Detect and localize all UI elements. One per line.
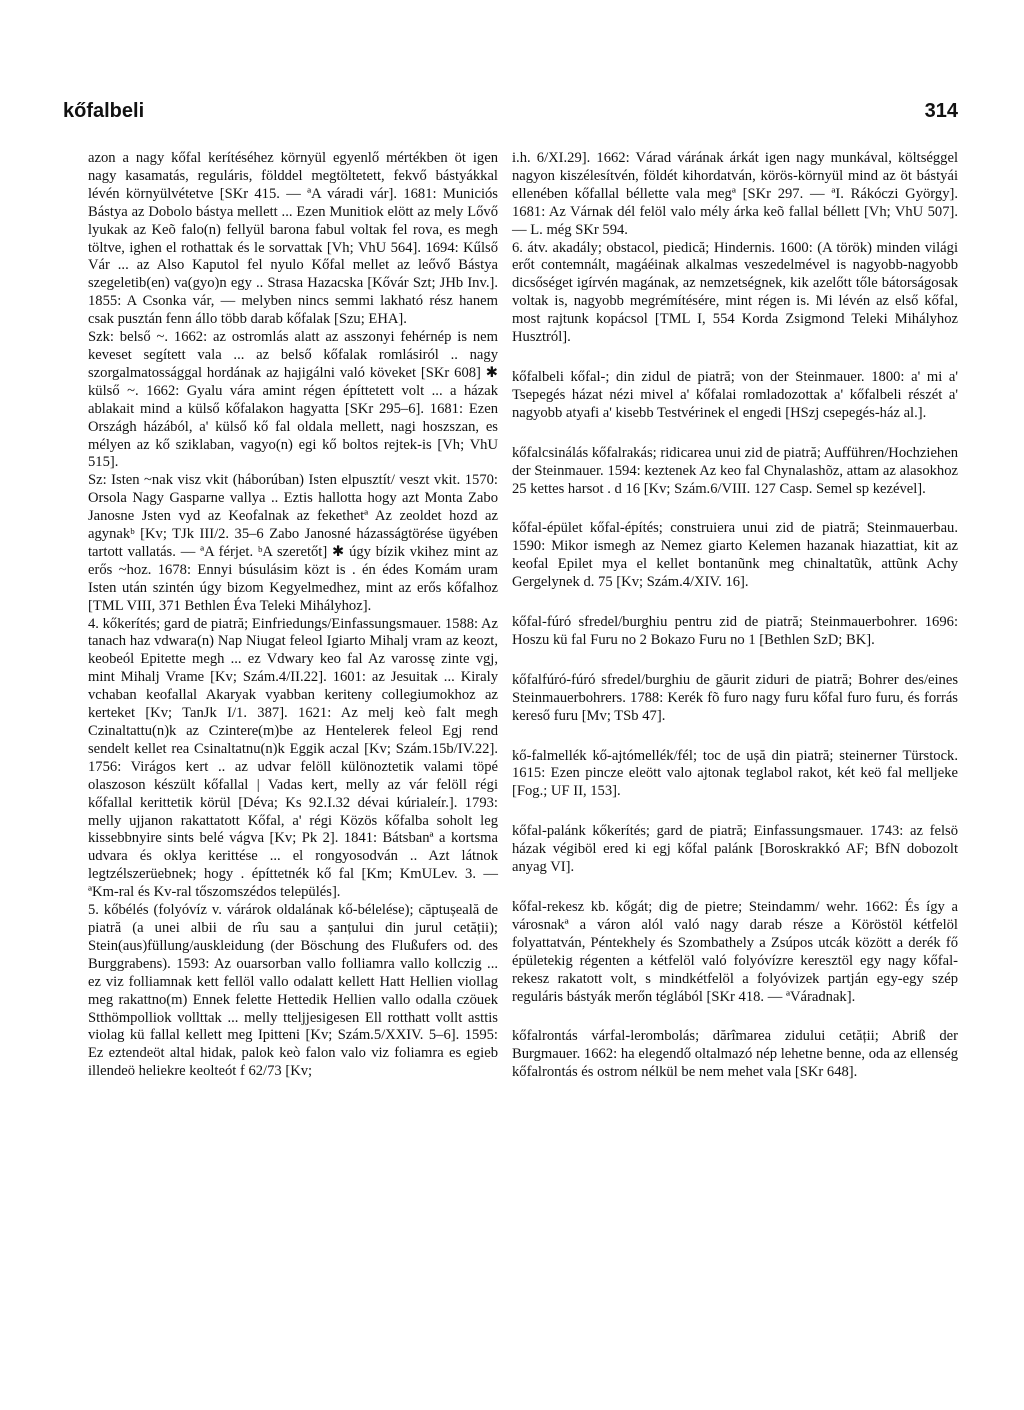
- running-head: [63, 100, 958, 123]
- page-number: 314: [924, 100, 958, 122]
- dictionary-entry: kő-falmellék kő-ajtómellék/fél; toc de ușă din piatră; steinerner Türstock. 1615: Ezen pincze eleött valo ajtonak teglabol rakot, két keö fal melljeke [Fog.; UF II, 153].: [512, 747, 958, 800]
- entry-paragraph: 4. kőkerítés; gard de piatră; Einfriedungs/Einfassungsmauer. 1588: Az tanach haz vdwara(n) Nap Niugat feleol Igiarto Mihalj vram az keozt, keobeól Epitette megh ... ez Vdwary keo fal Az varossę zinte vgj, mint Mihalj Vrame [Kv; Szám.4/II.22]. 1601: az Jesuitak ... Kiraly vchaban keofallal Akaryak vyabban keriteny collegiumokhoz az kerteket [Kv; TanJk I/1. 387]. 1621: Az melj keò falt megh Czinaltattu(n)k az Czintere(m)be az Hentelerek feleol Egj rend sendelt kellet rea Csinaltatnu(n)k Eggik aczal [Kv; Szám.15b/IV.22]. 1756: Virágos kert .. az udvar felöll különoztetik valami töpé olaszoson készült kőfallal | Vadas kert, melly az vár felöll régi kőfallal kerittetik körül [Déva; Ks 92.I.32 dévai kúrialeír.]. 1793: melly ujjanon rakattatott Kőfal, a' régi Közös kőfalba soholt leg kissebbnyire sints belé vágva [Kv; Pk 2]. 1841: Bátsbanª a kortsma udvara és oklya kerittése ... el rongyosodván .. Azt látnok legtzélszerüebnek; hogy . építtetnék kő fal [Km; KmULev. 3. — ªKm-ral és Kv-ral tőszomszédos település].: [88, 615, 498, 901]
- entry-paragraph: Sz: Isten ~nak visz vkit (háborúban) Isten elpusztít/ veszt vkit. 1570: Orsola Nagy Gasparne vallya .. Eztis hallotta hogy azt Monta Zabo Janosne Jsten vyd az Keofalnak az fekethetª Az zeoldet hozd az agynakᵇ [Kv; TJk III/2. 35–6 Zabo Janosné házasságtörése ügyében tartott vallatás. — ªA férjet. ᵇA szeretőt] ✱ úgy bízik vkihez mint az erős ~hoz. 1678: Ennyi búsulásim közt is . én édes Komám uram Isten után szintén úgy bizom Kegyelmedhez, mint az erős kőfalhoz [TML VIII, 371 Bethlen Éva Teleki Mihályhoz].: [88, 472, 498, 614]
- dictionary-entry: kőfal-épület kőfal-építés; construiera unui zid de piatră; Steinmauerbau. 1590: Mikor ismegh az Nemez giarto Kelemen hazanak hiazattiat, kit az keofal Epilet mya el kellet bontanũnk meg chinaltatũk, attũnk Achy Gergelynek d. 75 [Kv; Szám.4/XIV. 16].: [512, 520, 958, 591]
- entry-paragraph: azon a nagy kőfal kerítéséhez környül egyenlő mértékben öt igen nagy kasamatás, reguláris, földdel megtöltetett, fekvő bástyákkal lévén környülvétetve [SKr 415. — ªA váradi vár]. 1681: Municiós Bástya az Dobolo bástya mellett ... Ezen Munitiok elött az mely Lővő lyukak az Keõ falo(n) fellyül barona fabul voltak fel rova, es megh töltve, ighen el rothattak és le sorvattak [Vh; VhU 564]. 1694: Kűlső Vár ... az Also Kaputol fel nyulo Kőfal mellet az leővő Bástya szegeletib(en) va(gyo)n egy .. Strasa Hazacska [Kővár Szt; JHb Inv.]. 1855: A Csonka vár, — melyben nincs semmi lakható rész hanem csak pusztán fenn állo több darab kőfalak [Szu; EHA].: [88, 150, 498, 328]
- entry-paragraph: Szk: belső ~. 1662: az ostromlás alatt az asszonyi fehérnép is nem keveset segített vala ... az belső kőfalak romlásiról .. nagy szorgalmatossággal hordának az hajigálni való köveket [SKr 608] ✱ külső ~. 1662: Gyalu vára amint régen építtetett volt ... a házak ablakait mind a külső kőfalakon hagyatta [SKr 295–6]. 1681: Ezen Országh házából, a' külső kő fal oldala mellett, nagi hoszszan, es mélyen az kő sziklaban, vagyo(n) egi kő boltos rejtek-is [Vh; VhU 515].: [88, 329, 498, 471]
- dictionary-entry: kőfalrontás várfal-lerombolás; dărîmarea zidului cetății; Abriß der Burgmauer. 1662: ha elegendő oltalmazó nép lehetne benne, oda az ellenség kőfalrontás és ostrom nélkül be nem mehet vala [SKr 648].: [512, 1028, 958, 1081]
- running-headword: kőfalbeli: [63, 100, 145, 122]
- dictionary-entry: kőfalfúró-fúró sfredel/burghiu de găurit ziduri de piatră; Bohrer des/eines Steinmauerbohrers. 1788: Kerék fõ furo nagy furu kőfal furo furu, és forrás kereső furu [Mv; TSb 47].: [512, 671, 958, 724]
- dictionary-entry: kőfalcsinálás kőfalrakás; ridicarea unui zid de piatră; Aufführen/Hochziehen der Steinmauer. 1594: keztenek Az keo fal Chynalashõz, attam az alasokhoz 25 kettes harsot . d 16 [Kv; Szám.6/VIII. 127 Casp. Semel sp kezével].: [512, 444, 958, 497]
- right-column: [512, 150, 958, 1082]
- dictionary-entry: kőfal-fúró sfredel/burghiu pentru zid de piatră; Steinmauerbohrer. 1696: Hoszu kü fal Furu no 2 Bokazo Furu no 1 [Bethlen SzD; BK].: [512, 614, 958, 648]
- entry-paragraph: 5. kőbélés (folyóvíz v. várárok oldalának kő-bélelése); căptușeală de piatră (a unei albii de rîu sau a șanțului din jurul cetății); Stein(aus)füllung/auskleidung (der Böschung des Flußufers od. des Burggrabens). 1593: Az ouarsorban vallo folliamra vallo kollczig ... ez viz folliamnak kett fellöl vallo odalatt kellett Hatt Hellien viollag meg rakattno(m) Ennek felette Hettedik Hellien vallo odalla czöuek Stthömpolliok vollttak ... melly tteljjesigesen Ell rotthatt vollt asttis violag kü fallal kellett meg Ipitteni [Kv; Szám.5/XXIV. 5–6]. 1595: Ez eztendeöt altal hidak, palok keò falon valo viz foliamra es egieb illendeö heliekre keolteót f 62/73 [Kv;: [88, 902, 498, 1080]
- entry-paragraph: i.h. 6/XI.29]. 1662: Várad várának árkát igen nagy munkával, költséggel nagyon kiszélesítvén, földét kihordatván, körös-környül mind az öt bástyái ellenében kőfallal béllette vala megª [SKr 297. — ªI. Rákóczi György]. 1681: Az Várnak dél felöl valo mély árka keõ fallal béllett [Vh; VhU 507]. — L. még SKr 594.: [512, 150, 958, 238]
- left-column: [88, 150, 498, 1081]
- dictionary-entry: kőfalbeli kőfal-; din zidul de piatră; von der Steinmauer. 1800: a' mi a' Tsepegés házat nézi mivel a' kőfalai romladozottak a' kőfalbeli részét a' nagyobb atyafi a' kisebb Testvérinek el engedi [HSzj csepegés-ház al.].: [512, 368, 958, 421]
- dictionary-entry: kőfal-palánk kőkerítés; gard de piatră; Einfassungsmauer. 1743: az felsö házak végiböl ered ki egj kőfal palánk [Boroskrakkó AF; BfN dobozolt anyag VI].: [512, 823, 958, 876]
- entry-paragraph: 6. átv. akadály; obstacol, piedică; Hindernis. 1600: (A török) minden világi erőt contemnált, magáéinak alkalmas veszedelmével is nagyobb-nagyobb dicsőséget igírvén magának, az nemzetségnek, kik azelőtt tőle bátorságosak voltak is, nagyobb megrémítésére, mint régen is. Mi lévén az első kőfal, most rajtunk kopácsol [TML I, 554 Korda Zsigmond Teleki Mihályhoz Husztról].: [512, 239, 958, 346]
- dictionary-entry: kőfal-rekesz kb. kőgát; dig de pietre; Steindamm/ wehr. 1662: És így a városnakª a váron alól való nagy darab része a Köröstöl kétfelöl folyattatván, Péntekhely és Szombathely a Zsúpos utcák között a derék fő épületekig régenten a kétfelöl való folyóvízre keresztöl egy nagy kőfal-rekesz rakatott volt, s mindkétfelöl a folyóvizek partján egy-egy szép reguláris bástyák merőn téglából [SKr 418. — ªVáradnak].: [512, 899, 958, 1005]
